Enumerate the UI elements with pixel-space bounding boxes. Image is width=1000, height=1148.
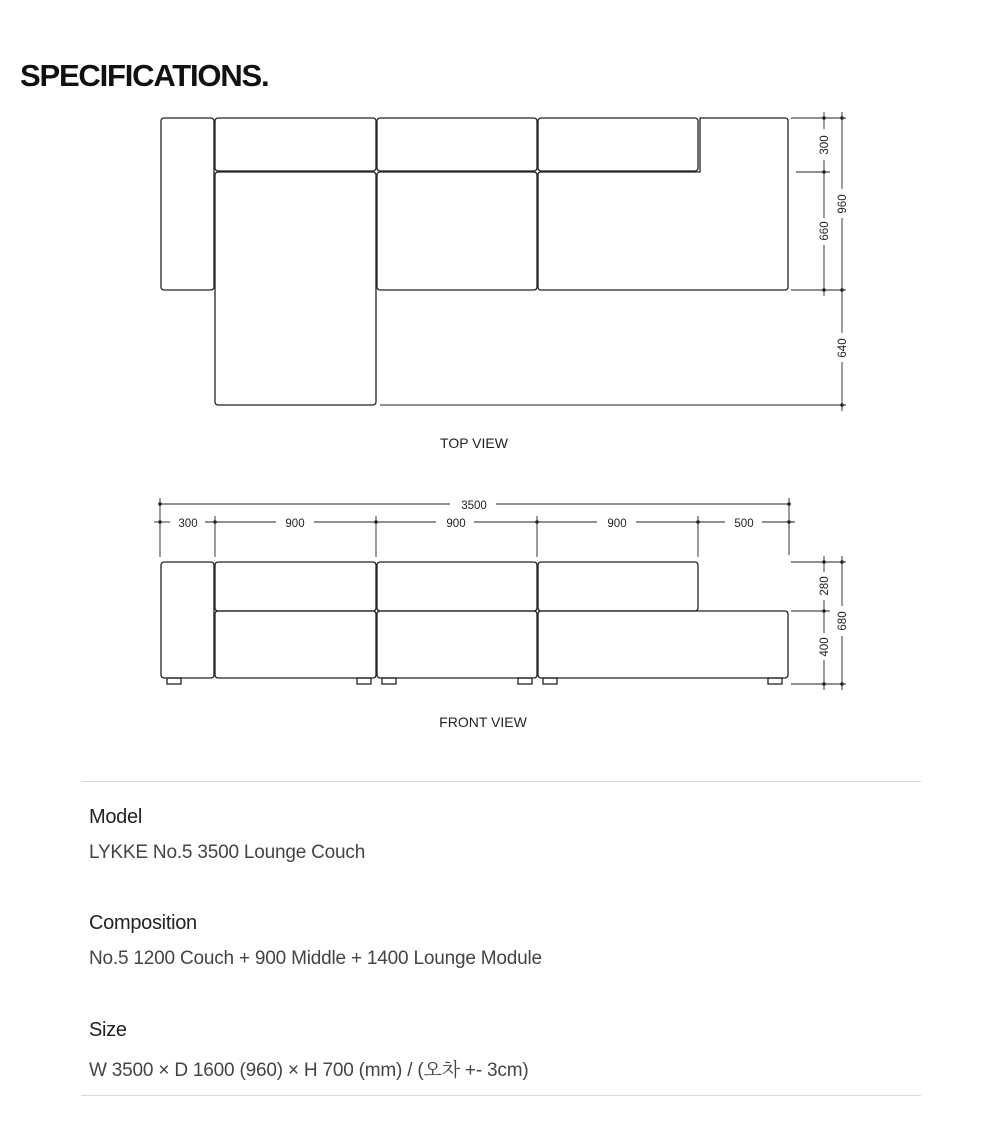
top-end-module — [538, 118, 788, 290]
top-lounge-seat — [215, 172, 376, 405]
front-back-3 — [538, 562, 698, 611]
dim-total-height: 680 — [837, 611, 849, 631]
front-back-1 — [215, 562, 376, 611]
spec-model-value: LYKKE No.5 3500 Lounge Couch — [89, 842, 366, 863]
foot — [543, 678, 557, 684]
page-title: SPECIFICATIONS. — [20, 58, 269, 93]
top-view-label: TOP VIEW — [440, 435, 508, 451]
dim-back-height: 280 — [819, 576, 831, 596]
front-view-sofa — [161, 562, 788, 684]
front-back-2 — [377, 562, 537, 611]
divider-top — [81, 781, 921, 782]
foot — [167, 678, 181, 684]
spec-model-label: Model — [89, 806, 142, 828]
sofa-technical-drawing — [0, 100, 1000, 740]
front-view-label: FRONT VIEW — [439, 714, 527, 730]
spec-composition-value: No.5 1200 Couch + 900 Middle + 1400 Lounge Module — [89, 948, 542, 969]
foot — [518, 678, 532, 684]
front-arm — [161, 562, 214, 678]
top-backrest-1 — [215, 118, 376, 171]
dim-back-depth: 300 — [819, 135, 831, 155]
dim-arm-width: 300 — [178, 518, 198, 530]
dim-total-depth: 960 — [837, 194, 849, 214]
spec-composition-label: Composition — [89, 912, 197, 934]
dim-end-width: 500 — [734, 518, 754, 530]
dim-lounge-extension: 640 — [837, 338, 849, 358]
spec-size-label: Size — [89, 1019, 127, 1041]
top-backrest-2 — [377, 118, 537, 171]
dim-seat-height: 400 — [819, 637, 831, 657]
top-middle-seat — [377, 172, 537, 290]
divider-bottom — [81, 1095, 921, 1096]
spec-size-value: W 3500 × D 1600 (960) × H 700 (mm) / (오차 +- 3cm) — [89, 1060, 529, 1081]
front-seat-2 — [377, 611, 537, 678]
front-seat-1 — [215, 611, 376, 678]
foot — [357, 678, 371, 684]
dim-module-3: 900 — [607, 518, 627, 530]
dim-total-width: 3500 — [461, 500, 487, 512]
foot — [768, 678, 782, 684]
top-arm — [161, 118, 214, 290]
top-view-sofa — [161, 118, 788, 405]
dim-seat-depth: 660 — [819, 221, 831, 241]
top-backrest-3 — [538, 118, 698, 171]
dim-module-1: 900 — [285, 518, 305, 530]
foot — [382, 678, 396, 684]
front-seat-3 — [538, 611, 788, 678]
dim-module-2: 900 — [446, 518, 466, 530]
